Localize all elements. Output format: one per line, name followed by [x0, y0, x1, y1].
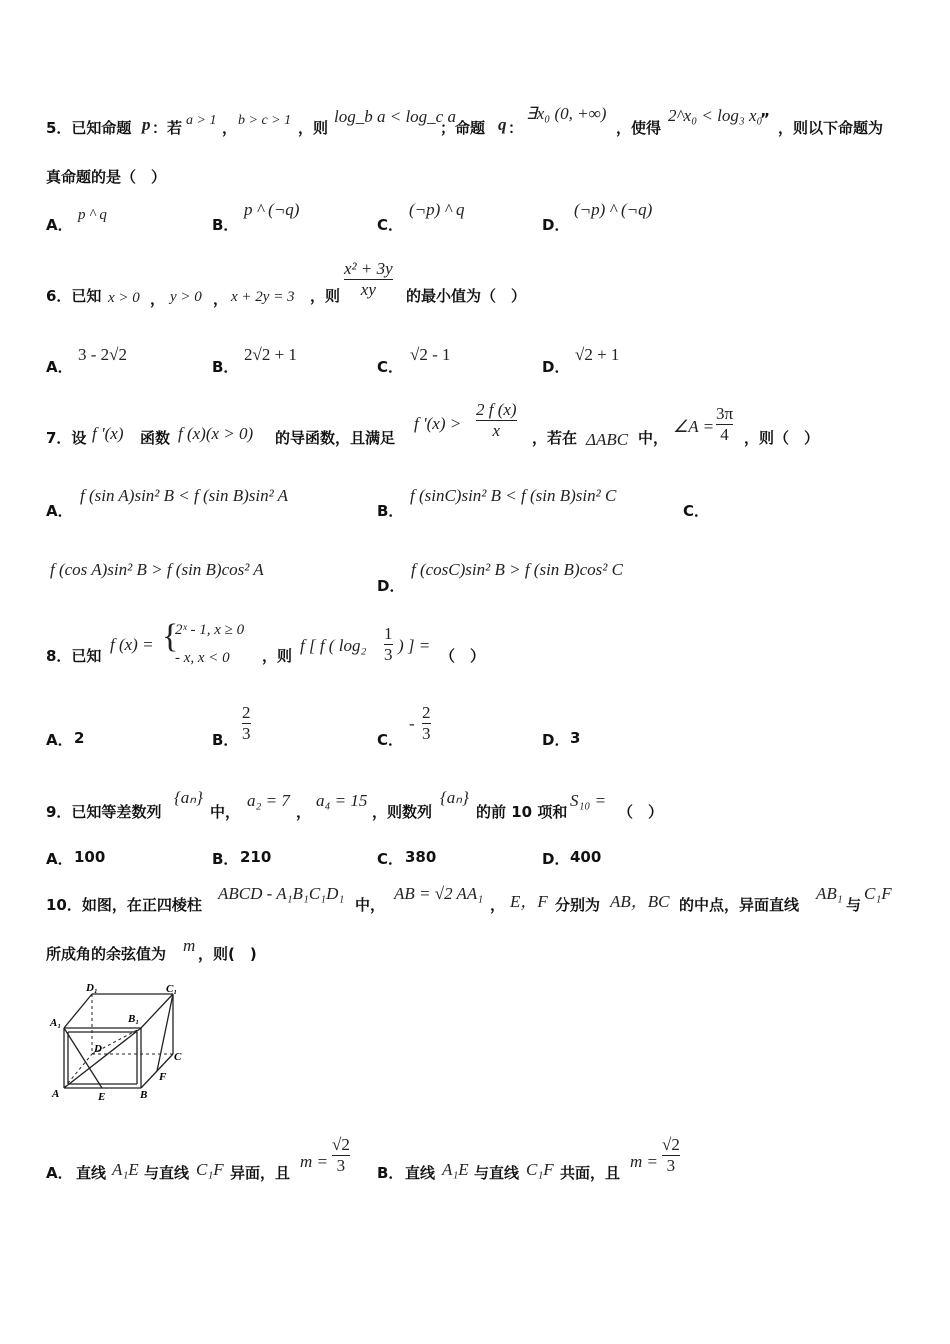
q8-option-b-fraction	[242, 703, 251, 744]
q7-number: 7．设	[46, 429, 87, 447]
q7-option-d: f (cosC)sin² B > f (sin B)cos² C	[411, 560, 623, 579]
q5-log-ineq: log_b a < log_c a	[334, 107, 456, 126]
q10-option-a-t3: 异面，且	[230, 1164, 291, 1182]
q5-sep: ，	[222, 119, 238, 137]
q7-option-b: f (sinC)sin² B < f (sin B)sin² C	[410, 486, 617, 505]
q10-prism-figure	[46, 980, 186, 1105]
q6-tail: 的最小值为（ ）	[406, 287, 527, 305]
edge-a1-d1	[64, 994, 92, 1028]
q7-option-a-label: A．	[46, 502, 73, 520]
q10-ab1: AB₁	[816, 884, 843, 903]
q9-option-a-label: A．	[46, 850, 73, 868]
q10-option-b-l2: C₁F	[526, 1160, 554, 1179]
q9-option-b: 210	[240, 848, 272, 866]
q8-option-d: 3	[570, 729, 581, 747]
q9-sep: ，	[296, 803, 312, 821]
q6-number: 6．已知	[46, 287, 102, 305]
q7-option-a: f (sin A)sin² B < f (sin B)sin² A	[80, 486, 289, 505]
q10-option-b-t2: 与直线	[474, 1164, 520, 1182]
label-d1: D₁	[86, 982, 98, 994]
label-a1: A₁	[50, 1017, 62, 1029]
q5-q: q	[498, 115, 507, 134]
q10-option-b-t1: 直线	[405, 1164, 436, 1182]
q6-fraction	[344, 259, 393, 300]
q8-close: ) ] =	[398, 636, 431, 655]
q10-option-a-l1: A₁E	[112, 1160, 139, 1179]
q10-yu: 与	[846, 896, 862, 914]
q7-option-c: f (cos A)sin² B > f (sin B)cos² A	[50, 560, 264, 579]
q10-option-a-m: m =	[300, 1152, 328, 1171]
q10-option-b-m: m =	[630, 1152, 658, 1171]
q6-option-b-label: B．	[212, 358, 239, 376]
q7-f: f (x)(x > 0)	[178, 424, 254, 443]
q9-seq: {aₙ}	[174, 788, 203, 807]
q9-option-d: 400	[570, 848, 602, 866]
q10-option-a-den: 3	[336, 1156, 346, 1175]
line-c1f	[157, 994, 173, 1071]
q6-ze: ，则	[310, 287, 341, 305]
q5-cond-bc: b > c > 1	[238, 113, 292, 128]
q7-frac-num: 2 f (x)	[476, 400, 517, 419]
q7-lhs: f '(x) >	[414, 414, 462, 433]
q9-t3: 的前 10 项和	[476, 803, 568, 821]
q5-colon: ：	[508, 119, 524, 137]
q8-option-c-fraction	[422, 703, 431, 744]
label-a: A	[52, 1088, 60, 1100]
q6-option-d: √2 + 1	[575, 345, 620, 364]
q8-option-b-label: B．	[212, 731, 239, 749]
q8-case2: - x, x < 0	[175, 650, 230, 666]
label-c: C	[174, 1051, 182, 1063]
q5-option-b-label: B．	[212, 216, 239, 234]
q8-frac-num: 1	[384, 624, 393, 643]
q8-ze: ，则	[262, 647, 293, 665]
q6-option-d-label: D．	[542, 358, 570, 376]
q9-a2: a₂ = 7	[247, 791, 290, 810]
q7-t4: 中，	[638, 429, 669, 447]
q8-paren: （ ）	[440, 647, 486, 665]
q5-option-c: (¬p) ^ q	[409, 200, 465, 219]
q7-t3: ，若在	[532, 429, 578, 447]
q10-c1f: C₁F	[864, 884, 892, 903]
label-b: B	[140, 1089, 148, 1101]
q10-relation: AB = √2 AA₁	[394, 884, 484, 903]
q10-option-b-den: 3	[666, 1156, 676, 1175]
q9-option-c-label: C．	[377, 850, 404, 868]
q6-cond-x: x > 0	[108, 290, 140, 306]
q7-angle: ∠A =	[673, 417, 715, 436]
q7-t2: 的导函数，且满足	[275, 429, 396, 447]
edge-c1-b1	[141, 994, 173, 1028]
label-d: D	[94, 1043, 102, 1055]
q10-ef: E，F	[510, 892, 548, 911]
q6-frac-den: xy	[360, 280, 376, 299]
q8-fx: f (x) =	[110, 635, 154, 654]
q10-option-b-l1: A₁E	[442, 1160, 469, 1179]
q7-option-b-label: B．	[377, 502, 404, 520]
q6-option-c-label: C．	[377, 358, 404, 376]
q7-angle-num: 3π	[716, 404, 734, 423]
q9-paren: （ ）	[618, 803, 664, 821]
q5-tail: ，则以下命题为	[778, 119, 884, 137]
line-a1e	[64, 1028, 102, 1088]
q8-option-c-num: 2	[422, 703, 431, 722]
q9-a4: a₄ = 15	[316, 791, 368, 810]
q5-mid: ；命题	[440, 119, 486, 137]
q9-option-a: 100	[74, 848, 106, 866]
q5-ruo: ：若	[152, 119, 183, 137]
q10-prism: ABCD - A₁B₁C₁D₁	[218, 884, 345, 903]
q9-option-b-label: B．	[212, 850, 239, 868]
q10-option-a-num: √2	[332, 1135, 350, 1154]
q7-t5: ，则（ ）	[744, 429, 820, 447]
q10-option-a-t2: 与直线	[144, 1164, 190, 1182]
q9-t2: ，则数列	[372, 803, 433, 821]
q10-m: m	[183, 936, 196, 955]
label-b1: B₁	[128, 1013, 140, 1025]
q6-option-b: 2√2 + 1	[244, 345, 297, 364]
q10-option-a-l2: C₁F	[196, 1160, 224, 1179]
q7-option-c-label: C．	[683, 502, 710, 520]
q5-option-d-label: D．	[542, 216, 570, 234]
q10-option-b-t3: 共面，且	[560, 1164, 621, 1182]
q6-sep-1: ，	[150, 290, 166, 308]
q6-sep-2: ，	[213, 290, 229, 308]
q7-angle-den: 4	[720, 425, 729, 444]
q7-triangle: ΔABC	[586, 430, 629, 449]
q5-cond-a: a > 1	[186, 113, 217, 128]
q8-option-b-den: 3	[242, 724, 251, 743]
line-ab1	[64, 1028, 141, 1088]
q9-option-c: 380	[405, 848, 437, 866]
q7-fraction	[476, 400, 517, 441]
q8-option-c-sign: -	[409, 714, 415, 733]
q9-seq2: {aₙ}	[440, 788, 469, 807]
q5-option-a-label: A．	[46, 216, 73, 234]
q8-number: 8．已知	[46, 647, 102, 665]
q10-option-a-t1: 直线	[76, 1164, 107, 1182]
q6-frac-num: x² + 3y	[344, 259, 393, 278]
q7-frac-den: x	[492, 421, 501, 440]
q7-fprime: f '(x)	[92, 424, 124, 443]
q9-s10: S₁₀ =	[570, 791, 607, 810]
q5-p: p	[142, 115, 151, 134]
q10-mids: AB，BC	[610, 892, 670, 911]
q5-option-b: p ^ (¬q)	[244, 200, 300, 219]
q5-number: 5．已知命题	[46, 119, 132, 137]
q6-cond-sum: x + 2y = 3	[231, 289, 295, 305]
q10-option-b-label: B．	[377, 1164, 404, 1182]
q10-line2b: ，则( )	[198, 945, 257, 963]
q10-option-b-fraction	[662, 1135, 680, 1176]
q5-line2: 真命题的是（ ）	[46, 168, 167, 186]
q8-option-c-label: C．	[377, 731, 404, 749]
q6-option-a-label: A．	[46, 358, 73, 376]
q10-line2a: 所成角的余弦值为	[46, 945, 167, 963]
q10-sep: ，	[490, 896, 506, 914]
q6-option-a: 3 - 2√2	[78, 345, 127, 364]
q10-number: 10．如图，在正四棱柱	[46, 896, 202, 914]
q6-option-c: √2 - 1	[410, 345, 451, 364]
q10-t3: 的中点，异面直线	[679, 896, 800, 914]
q8-option-b-num: 2	[242, 703, 251, 722]
q5-option-c-label: C．	[377, 216, 404, 234]
label-e: E	[98, 1091, 106, 1103]
q7-option-d-label: D．	[377, 577, 405, 595]
q10-t2: 分别为	[555, 896, 601, 914]
q10-option-a-fraction	[332, 1135, 350, 1176]
q8-option-a-label: A．	[46, 731, 73, 749]
q9-number: 9．已知等差数列	[46, 803, 162, 821]
q9-t1: 中，	[210, 803, 241, 821]
q5-ineq: 2^x₀ < log₃ x₀	[668, 106, 763, 125]
q10-option-a-label: A．	[46, 1164, 73, 1182]
q5-ze: ，则	[298, 119, 329, 137]
q5-option-a: p ^ q	[78, 207, 107, 223]
q7-angle-fraction	[716, 404, 733, 445]
q8-option-d-label: D．	[542, 731, 570, 749]
label-c1: C₁	[166, 983, 178, 995]
q8-case1: 2ˣ - 1, x ≥ 0	[175, 622, 245, 638]
q8-option-a: 2	[74, 729, 85, 747]
q5-option-d: (¬p) ^ (¬q)	[574, 200, 653, 219]
q7-t1: 函数	[140, 429, 171, 447]
q8-frac-den: 3	[384, 645, 393, 664]
q5-shide: ，使得	[616, 119, 662, 137]
q8-fraction	[384, 624, 393, 665]
q10-option-b-num: √2	[662, 1135, 680, 1154]
q10-t1: 中，	[355, 896, 386, 914]
q5-quote: ”	[760, 110, 770, 128]
q8-expr: f [ f ( log₂	[300, 636, 367, 655]
q8-brace: {	[162, 618, 179, 655]
label-f: F	[159, 1071, 167, 1083]
q5-exists: ∃x₀ (0, +∞)	[526, 104, 607, 123]
q8-option-c-den: 3	[422, 724, 431, 743]
q6-cond-y: y > 0	[170, 289, 202, 305]
q9-option-d-label: D．	[542, 850, 570, 868]
